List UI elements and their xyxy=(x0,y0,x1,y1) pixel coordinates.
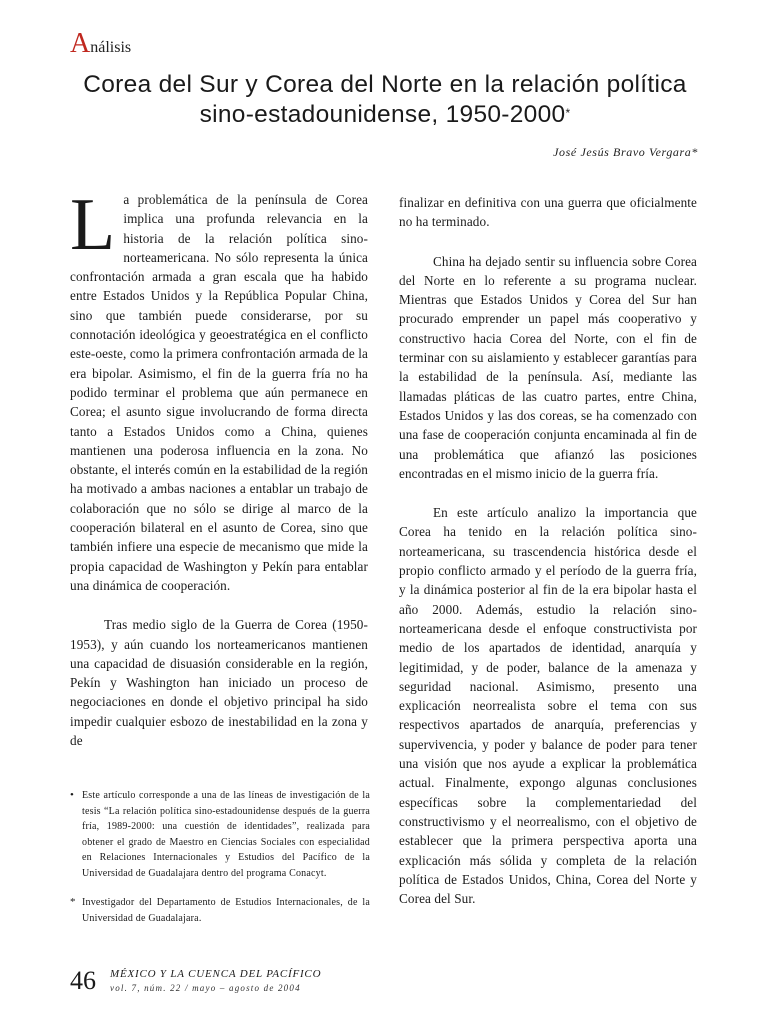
paragraph-4: China ha dejado sentir su influencia sobre Corea del Norte en lo referente a su programa nuclear. Mientras que Estados Unidos y Corea del Sur han procurado emprender un papel más cooperativo y constructivo hacia Corea del Norte, con el fin de terminar con su aislamiento y establecer garantías para la estabilidad de la península. Así, mediante las llamadas pláticas de las cuatro partes, entre China, Estados Unidos y las dos coreas, se ha comenzado con una fase de cooperación conjunta encaminada al fin de una problemática que afianzó las posiciones encontradas en el mismo inicio de la guerra fría. xyxy=(399,253,697,481)
title-line-2: sino-estadounidense, 1950-2000 xyxy=(199,101,566,128)
footnote-1-text: Este artículo corresponde a una de las líneas de investigación de la tesis “La relación política sino-estadounidense después de la guerra fría, 1989-2000: una cuestión de identidades”, realizada para obtener el grado de Maestro en Ciencias Sociales con especialidad en Relaciones Internacionales y Estudios del Pacífico de la Universidad de Guadalajara dentro del programa Conacyt. xyxy=(82,790,370,879)
footnote-1 xyxy=(70,788,370,881)
title-line-1: Corea del Sur y Corea del Norte en la relación política xyxy=(83,71,687,98)
journal-name: MÉXICO Y LA CUENCA DEL PACÍFICO xyxy=(110,968,322,980)
left-column xyxy=(70,184,368,750)
footnote-2 xyxy=(70,895,370,926)
author-byline: José Jesús Bravo Vergara* xyxy=(553,145,698,159)
title-footnote-mark: * xyxy=(565,106,571,120)
journal-issue: vol. 7, núm. 22 / mayo – agosto de 2004 xyxy=(110,983,301,993)
page-number: 46 xyxy=(70,966,96,995)
intro-paragraph xyxy=(70,184,368,595)
section-label xyxy=(70,30,131,58)
footnote-1-mark: • xyxy=(70,789,75,801)
right-column xyxy=(399,193,697,908)
section-initial: A xyxy=(70,28,91,59)
paragraph-3: finalizar en definitiva con una guerra que oficialmente no ha terminado. xyxy=(399,195,697,230)
drop-cap: L xyxy=(70,184,116,266)
article-title xyxy=(60,70,710,130)
footnote-2-mark: * xyxy=(70,896,76,908)
footnotes xyxy=(70,788,370,940)
paragraph-5: En este artículo analizo la importancia que Corea ha tenido en la relación política sino-norteamericana, su trascendencia histórica desde el propio conflicto armado y el período de la guerra fría, y la dinámica posterior al fin de la era bipolar hasta el año 2000. Además, estudio la relación sino-norteamericana desde el enfoque constructivista por medio de los apartados de identidad, anarquía y legitimidad, y de poder, balance de la amenaza y seguridad nacional. Asimismo, presento una explicación neorrealista sobre el tema con sus respectivos apartados de anarquía, preferencias y supervivencia, y poder y balance de poder para tener una visión que nos ayude a explicar la problemática actual. Finalmente, expongo algunas conclusiones específicas sobre la complementariedad del constructivismo y el neorrealismo, con el objetivo de establecer que la primera perspectiva aporta una explicación más sólida y completa de la relación política de Estados Unidos, China, Corea del Norte y Corea del Sur. xyxy=(399,505,697,907)
intro-text: a problemática de la península de Corea implica una profunda relevancia en la historia de la relación política sino-norteamericana. No sólo representa la única confrontación armada a gran escala que ha habido entre Estados Unidos y la República Popular China, sino que también puede considerarse, por su connotación ideológica y geoestratégica en el conflicto este-oeste, como la primera confrontación armada de la era bipolar. Asimismo, el fin de la guerra fría no ha podido terminar el problema que aún permanece en Corea; el asunto sigue involucrando de forma directa tanto a Estados Unidos como a China, quienes mantienen una poderosa influencia en la zona. No obstante, el interés común en la estabilidad de la región ha motivado a ambas naciones a entablar un trabajo de colaboración que no sólo se dirige al marco de la cooperación bilateral en el asunto de Corea, sino que también infiere una especie de mecanismo que mide la propia capacidad de Washington y Pekín para entablar una dinámica de cooperación. xyxy=(70,192,368,593)
paragraph-2: Tras medio siglo de la Guerra de Corea (1950-1953), y aún cuando los norteamericanos mantienen una capacidad de disuasión considerable en la región, Pekín y Washington han iniciado un proceso de negociaciones en donde el objetivo principal ha sido impedir cualquier esbozo de inestabilidad en la zona y de xyxy=(70,617,368,749)
footnote-2-text: Investigador del Departamento de Estudios Internacionales, de la Universidad de Guadalajara. xyxy=(82,897,370,924)
section-label-rest: nálisis xyxy=(90,39,132,56)
